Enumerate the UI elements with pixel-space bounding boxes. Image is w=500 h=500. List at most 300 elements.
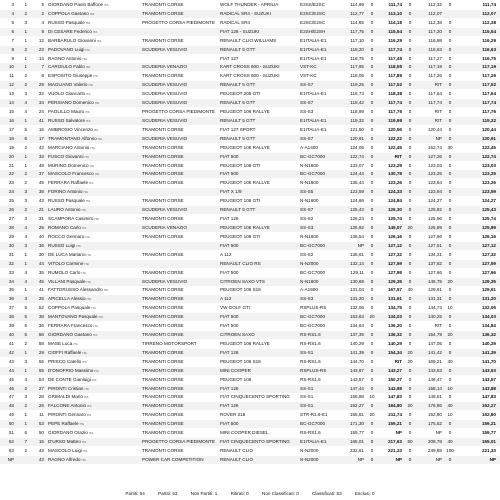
cell-car-text: KART CROSS 600 - SUZUKI bbox=[220, 64, 280, 70]
cell-driver bbox=[48, 153, 140, 161]
cell-p1-text: 0 bbox=[370, 207, 374, 213]
cell-p3-text: 0 bbox=[448, 394, 452, 400]
cell-num bbox=[30, 63, 44, 71]
cell-t2-text: 122,22 bbox=[387, 135, 402, 141]
cell-t1-text: 125,43 bbox=[349, 207, 364, 213]
cell-pos-text: 10 bbox=[8, 64, 14, 70]
nationality-code: ITA bbox=[86, 413, 92, 418]
cell-cat bbox=[300, 37, 340, 45]
cell-pos-text: 4 bbox=[11, 10, 14, 16]
cell-car-text: FIAT 126 bbox=[220, 349, 239, 355]
cell-team bbox=[142, 197, 218, 205]
cell-p3 bbox=[444, 233, 456, 241]
cell-car-text: PEUGEOT 106 RALLYE bbox=[220, 180, 270, 186]
cell-num-text: 14 bbox=[38, 55, 44, 61]
cell-t3-text: 117,74 bbox=[428, 100, 442, 106]
cell-p3-text: 0 bbox=[448, 198, 452, 204]
cell-team bbox=[142, 251, 218, 259]
cell-cat bbox=[300, 215, 340, 223]
cell-t1-text: 123,59 bbox=[349, 189, 364, 195]
cell-p3-text: 0 bbox=[448, 340, 452, 346]
cell-cls bbox=[17, 438, 27, 446]
cell-t2-text: 119,98 bbox=[388, 117, 402, 123]
cell-pos-text: 7 bbox=[11, 37, 14, 43]
cell-p3-text: 100 bbox=[446, 448, 454, 453]
cell-cat bbox=[300, 402, 340, 410]
cell-p2-text: 0 bbox=[408, 278, 412, 284]
cell-t3-text: 125,89 bbox=[427, 225, 442, 230]
cell-pos bbox=[2, 429, 14, 437]
cell-car-text: RENAULT 5 GTT bbox=[220, 135, 256, 141]
cell-t2 bbox=[380, 420, 402, 428]
cell-pos bbox=[2, 206, 14, 214]
cell-team bbox=[142, 10, 218, 18]
cell-driver bbox=[48, 233, 140, 241]
cell-cls-text: 2 bbox=[24, 207, 27, 213]
cell-p1-text: 0 bbox=[370, 340, 374, 346]
cell-cls bbox=[17, 63, 27, 71]
cell-best-text: 127,32 bbox=[481, 251, 496, 257]
cell-team bbox=[142, 135, 218, 143]
cell-t1-text: 118,20 bbox=[350, 46, 364, 52]
cell-p2-text: 0 bbox=[408, 117, 412, 123]
cell-cat-text: BC-GC7000 bbox=[300, 314, 326, 320]
cell-driver bbox=[48, 278, 140, 286]
cell-t2 bbox=[380, 162, 402, 170]
cell-p1-text: 0 bbox=[370, 135, 374, 141]
cell-cat-text: E2SH/E2SH bbox=[300, 28, 326, 34]
cell-team-text: TRAMONTI CORSE bbox=[142, 394, 184, 400]
cell-driver bbox=[48, 447, 140, 455]
cell-p3 bbox=[444, 170, 456, 178]
cell-cls-text: 1 bbox=[24, 37, 27, 43]
cell-best bbox=[466, 90, 496, 98]
cell-pos-text: 8 bbox=[11, 46, 14, 52]
cell-driver bbox=[48, 117, 140, 125]
cell-team bbox=[142, 162, 218, 170]
cell-t1 bbox=[342, 170, 364, 178]
cell-cat-text: RS-RS1.6 bbox=[300, 376, 321, 382]
cell-best bbox=[466, 215, 496, 223]
cell-p2-text: 0 bbox=[408, 448, 412, 453]
cell-t2-text: 221,33 bbox=[387, 448, 402, 453]
cell-car-text: PEUGEOT 106 RALLYE bbox=[220, 144, 270, 150]
cell-pos-text: 3 bbox=[11, 2, 14, 7]
cell-best-text: 120,44 bbox=[481, 126, 496, 132]
cell-p2 bbox=[404, 188, 416, 196]
summary-classified: Classificati: 53 bbox=[312, 491, 342, 496]
cell-best-text: 116,29 bbox=[482, 37, 496, 43]
cell-p2 bbox=[404, 286, 416, 294]
cell-p2 bbox=[404, 126, 416, 134]
cell-car bbox=[220, 304, 298, 312]
cell-driver bbox=[48, 188, 140, 196]
cell-pos-text: 35 bbox=[8, 287, 14, 293]
cell-car bbox=[220, 170, 298, 178]
cell-driver-text: MARCIANO Antonio bbox=[48, 144, 90, 150]
cell-driver-text: MASE Luca bbox=[48, 340, 73, 346]
nationality-code: ITA bbox=[93, 74, 98, 79]
cell-t1 bbox=[342, 28, 364, 36]
cell-team-text: SCUDERIA VESUVIO bbox=[142, 207, 188, 213]
cell-t1 bbox=[342, 197, 364, 205]
cell-num-text: 35 bbox=[38, 269, 44, 275]
cell-cls bbox=[17, 411, 27, 419]
cell-t2-text: 117,74 bbox=[388, 100, 402, 106]
cell-num-text: 42 bbox=[38, 144, 44, 150]
cell-best bbox=[466, 233, 496, 241]
cell-p2-text: 0 bbox=[408, 2, 412, 7]
cell-car-text: KART CROSS 600 - SUZUKI bbox=[220, 73, 280, 79]
cell-driver bbox=[48, 197, 140, 205]
nationality-code: ITA bbox=[88, 431, 94, 436]
cell-cat bbox=[300, 108, 340, 116]
cell-p1-text: 0 bbox=[370, 216, 374, 222]
cell-pos-text: 25 bbox=[8, 198, 14, 204]
cell-p2 bbox=[404, 349, 416, 357]
cell-best bbox=[466, 224, 496, 232]
cell-cls-text: 3 bbox=[24, 216, 27, 222]
cell-p1 bbox=[366, 349, 378, 357]
cell-cls bbox=[17, 402, 27, 410]
cell-p1 bbox=[366, 224, 378, 232]
table-row bbox=[0, 385, 500, 393]
cell-t3 bbox=[420, 188, 442, 196]
cell-p1-text: 0 bbox=[370, 421, 374, 427]
cell-p1-text: 0 bbox=[370, 37, 374, 43]
cell-cls-text: 1 bbox=[24, 2, 27, 7]
cell-p3 bbox=[444, 144, 456, 152]
cell-cls-text: 1 bbox=[24, 64, 27, 70]
cell-car-text: PEUGEOT 106 RALLYE bbox=[220, 109, 270, 115]
cell-driver bbox=[48, 456, 140, 464]
cell-p1 bbox=[366, 269, 378, 277]
cell-cls-text: 1 bbox=[24, 117, 27, 123]
cell-num bbox=[30, 10, 44, 18]
cell-pos-text: 6 bbox=[11, 28, 14, 34]
cell-p2-text: 0 bbox=[408, 64, 412, 70]
cell-num-text: 4 bbox=[41, 19, 44, 25]
cell-cls bbox=[17, 144, 27, 152]
cell-t2 bbox=[380, 81, 402, 89]
cell-team bbox=[142, 429, 218, 437]
cell-p3 bbox=[444, 153, 456, 161]
table-row bbox=[0, 278, 500, 286]
cell-team-text: TRAMONTI CORSE bbox=[142, 403, 184, 409]
cell-best bbox=[466, 295, 496, 303]
cell-p1 bbox=[366, 313, 378, 321]
cell-team bbox=[142, 188, 218, 196]
cell-p1 bbox=[366, 179, 378, 187]
cell-driver-text: FORINO Antonio bbox=[48, 189, 83, 195]
cell-p1 bbox=[366, 286, 378, 294]
cell-p2-text: 0 bbox=[408, 305, 412, 311]
cell-p1-text: 0 bbox=[370, 430, 374, 436]
cell-pos bbox=[2, 358, 14, 366]
cell-best bbox=[466, 10, 496, 18]
cell-best-text: NP bbox=[489, 456, 496, 462]
cell-p2-text: 0 bbox=[408, 376, 412, 382]
cell-num bbox=[30, 331, 44, 339]
cell-pos-text: 30 bbox=[8, 242, 14, 248]
cell-best-text: 159,77 bbox=[481, 430, 496, 436]
cell-car-text: RENAULT CLIO WILLIAMS bbox=[220, 37, 277, 43]
cell-p1 bbox=[366, 135, 378, 143]
cell-num-text: 45 bbox=[38, 278, 44, 284]
cell-car bbox=[220, 251, 298, 259]
cell-pos-text: 19 bbox=[8, 144, 14, 150]
cell-team-text: TRAMONTI CORSE bbox=[142, 180, 184, 186]
cell-p3-text: 0 bbox=[448, 126, 452, 132]
nationality-code: ITA bbox=[82, 449, 88, 453]
cell-cls-text: 1 bbox=[24, 251, 27, 257]
cell-driver-text: GIORDANO Orazio bbox=[48, 430, 88, 436]
cell-cls bbox=[17, 429, 27, 437]
cell-team bbox=[142, 126, 218, 134]
cell-p3-text: 0 bbox=[448, 287, 452, 293]
cell-t3 bbox=[420, 162, 442, 170]
cell-driver bbox=[48, 72, 140, 80]
cell-t1-text: 118,42 bbox=[350, 100, 364, 106]
cell-cls bbox=[17, 295, 27, 303]
cell-driver bbox=[48, 90, 140, 98]
cell-p3 bbox=[444, 188, 456, 196]
cell-car-text: RENAULT 5 GTT bbox=[220, 207, 256, 213]
cell-cat bbox=[300, 278, 340, 286]
cell-driver bbox=[48, 10, 140, 18]
cell-num-text: 56 bbox=[38, 332, 44, 338]
cell-team-text: SCUDERIA VESUVIO bbox=[142, 278, 188, 284]
cell-p1-text: 0 bbox=[370, 10, 374, 16]
cell-cls-text: 2 bbox=[24, 82, 27, 88]
cell-team bbox=[142, 438, 218, 446]
cell-cls bbox=[17, 358, 27, 366]
cell-cat bbox=[300, 46, 340, 54]
cell-p2-text: 0 bbox=[408, 10, 412, 16]
cell-p1-text: 20 bbox=[369, 314, 375, 320]
table-row bbox=[0, 304, 500, 312]
cell-pos bbox=[2, 278, 14, 286]
summary-retired: Ritirati: 0 bbox=[230, 491, 249, 496]
cell-best bbox=[466, 260, 496, 268]
cell-p2-text: 0 bbox=[408, 269, 412, 275]
cell-team-text: TRAMONTI CORSE bbox=[142, 448, 184, 453]
cell-t3-text: 112,38 bbox=[428, 19, 442, 25]
cell-p1 bbox=[366, 90, 378, 98]
nationality-code: ITA bbox=[86, 92, 91, 97]
nationality-code: ITA bbox=[89, 11, 95, 16]
cell-car bbox=[220, 153, 298, 161]
cell-cls-text: 5 bbox=[24, 126, 27, 132]
cell-num bbox=[30, 420, 44, 428]
cell-pos-text: 11 bbox=[9, 73, 14, 79]
cell-p2 bbox=[404, 197, 416, 205]
cell-t3 bbox=[420, 429, 442, 437]
cell-t1-text: 135,61 bbox=[349, 251, 364, 257]
cell-p1 bbox=[366, 358, 378, 366]
cell-cls-text: 7 bbox=[24, 439, 27, 445]
cell-p1 bbox=[366, 251, 378, 259]
cell-t3-text: 249,88 bbox=[427, 448, 442, 453]
cell-t2-text: 118,55 bbox=[388, 64, 402, 70]
cell-p3-text: 0 bbox=[448, 46, 452, 52]
cell-p2-text: 40 bbox=[407, 287, 413, 293]
cell-p1-text: 0 bbox=[370, 332, 374, 338]
cell-car bbox=[220, 322, 298, 330]
cell-team-text: PROGETTO CORSA PIEDIMONTE bbox=[142, 109, 215, 115]
cell-num-text: 50 bbox=[38, 430, 44, 436]
cell-num bbox=[30, 144, 44, 152]
cell-cat-text: E1ITALIA-E1 bbox=[300, 37, 327, 43]
cell-team bbox=[142, 278, 218, 286]
cell-t2-text: RIT bbox=[394, 358, 402, 364]
cell-driver bbox=[48, 340, 140, 348]
cell-t1-text: 155,51 bbox=[349, 412, 364, 418]
cell-car-text: RENAULT 5 GTT bbox=[220, 46, 256, 52]
cell-cat bbox=[300, 331, 340, 339]
cell-t1 bbox=[342, 188, 364, 196]
cell-p2-text: 0 bbox=[408, 421, 412, 427]
cell-t2 bbox=[380, 269, 402, 277]
cell-p1-text: 0 bbox=[370, 144, 374, 150]
cell-p1-text: 0 bbox=[370, 109, 374, 115]
cell-cls-text: 3 bbox=[24, 189, 27, 195]
cell-t1-text: 126,24 bbox=[349, 216, 364, 222]
cell-p1 bbox=[366, 420, 378, 428]
cell-car bbox=[220, 197, 298, 205]
cell-car-text: FIAT 500 bbox=[220, 242, 239, 248]
cell-cat-text: BC-GC7000 bbox=[300, 323, 326, 329]
nationality-code: ITA bbox=[85, 199, 91, 204]
cell-t2 bbox=[380, 90, 402, 98]
cell-p2-text: 0 bbox=[408, 162, 412, 168]
cell-p3 bbox=[444, 358, 456, 366]
cell-p2 bbox=[404, 429, 416, 437]
cell-p3 bbox=[444, 385, 456, 393]
cell-cls-text: 6 bbox=[24, 135, 27, 141]
table-row bbox=[0, 55, 500, 63]
cell-num-text: 43 bbox=[38, 198, 44, 204]
cell-p2 bbox=[404, 81, 416, 89]
cell-best-text: 119,32 bbox=[482, 117, 496, 123]
cell-car bbox=[220, 260, 298, 268]
cell-t3 bbox=[420, 206, 442, 214]
cell-t3 bbox=[420, 63, 442, 71]
cell-p3 bbox=[444, 411, 456, 419]
cell-cat-text: E1ITALIA-E1 bbox=[300, 439, 327, 445]
cell-num bbox=[30, 322, 44, 330]
cell-cls bbox=[17, 179, 27, 187]
cell-p2 bbox=[404, 331, 416, 339]
cell-p2 bbox=[404, 46, 416, 54]
cell-t1 bbox=[342, 72, 364, 80]
cell-p2 bbox=[404, 242, 416, 250]
cell-cat bbox=[300, 28, 340, 36]
cell-car bbox=[220, 447, 298, 455]
cell-car-text: RENAULT CLIO bbox=[220, 456, 254, 462]
cell-team bbox=[142, 367, 218, 375]
cell-t3 bbox=[420, 367, 442, 375]
cell-driver-text: D'ONOFRIO Massimo bbox=[48, 367, 94, 373]
cell-team bbox=[142, 420, 218, 428]
cell-t3 bbox=[420, 358, 442, 366]
cell-t2-text: 127,12 bbox=[387, 242, 402, 248]
cell-num bbox=[30, 251, 44, 259]
cell-t2-text: 123,26 bbox=[387, 180, 402, 186]
cell-t3 bbox=[420, 135, 442, 143]
cell-team-text: TRAMONTI CORSE bbox=[142, 323, 184, 329]
cell-p2 bbox=[404, 322, 416, 330]
cell-cls bbox=[17, 90, 27, 98]
cell-pos-text: 18 bbox=[8, 135, 14, 141]
cell-driver bbox=[48, 99, 140, 107]
cell-cls bbox=[17, 99, 27, 107]
cell-cat bbox=[300, 188, 340, 196]
cell-driver bbox=[48, 402, 140, 410]
cell-p2 bbox=[404, 170, 416, 178]
cell-t3 bbox=[420, 233, 442, 241]
cell-car-text: PEUGEOT 106 GTI bbox=[220, 233, 261, 239]
cell-t1 bbox=[342, 55, 364, 63]
table-row bbox=[0, 206, 500, 214]
cell-best bbox=[466, 340, 496, 348]
nationality-code: ITA bbox=[81, 226, 87, 230]
nationality-code: ITA bbox=[89, 163, 95, 168]
cell-t3 bbox=[420, 197, 442, 205]
cell-t3-text: NP bbox=[435, 135, 442, 141]
cell-t1 bbox=[342, 46, 364, 54]
cell-team-text: SCUDERIA VESUVIO bbox=[142, 91, 188, 97]
cell-t2 bbox=[380, 358, 402, 366]
cell-p1 bbox=[366, 340, 378, 348]
cell-cls-text: 3 bbox=[24, 394, 27, 400]
cell-t2-text: 122,45 bbox=[387, 144, 402, 150]
cell-team-text: TRAMONTI CORSE bbox=[142, 251, 184, 257]
cell-num bbox=[30, 1, 44, 9]
cell-pos bbox=[2, 215, 14, 223]
cell-t2-text: 126,30 bbox=[387, 207, 402, 213]
cell-cat-text: N-N1600 bbox=[300, 180, 319, 186]
nationality-code: ITA bbox=[98, 315, 104, 320]
cell-t3-text: 117,27 bbox=[428, 55, 442, 61]
cell-pos bbox=[2, 304, 14, 312]
cell-pos bbox=[2, 126, 14, 134]
cell-p2-text: 20 bbox=[407, 358, 413, 364]
cell-cat bbox=[300, 81, 340, 89]
cell-driver bbox=[48, 1, 140, 9]
cell-cls bbox=[17, 447, 27, 455]
cell-cls-text: 4 bbox=[24, 269, 27, 275]
cell-num-text: 44 bbox=[38, 260, 44, 266]
cell-best bbox=[466, 420, 496, 428]
table-row bbox=[0, 411, 500, 419]
cell-p2-text: 0 bbox=[408, 340, 412, 346]
cell-cls-text: 4 bbox=[24, 278, 27, 284]
cell-t2 bbox=[380, 376, 402, 384]
cell-t1 bbox=[342, 269, 364, 277]
cell-p1 bbox=[366, 153, 378, 161]
cell-t3 bbox=[420, 278, 442, 286]
cell-cat bbox=[300, 63, 340, 71]
cell-p2 bbox=[404, 269, 416, 277]
cell-t2-text: 126,16 bbox=[387, 233, 402, 239]
cell-pos bbox=[2, 63, 14, 71]
cell-t2-text: 114,18 bbox=[388, 19, 402, 25]
cell-t3 bbox=[420, 117, 442, 125]
cell-p1 bbox=[366, 242, 378, 250]
cell-p2 bbox=[404, 313, 416, 321]
cell-team bbox=[142, 358, 218, 366]
